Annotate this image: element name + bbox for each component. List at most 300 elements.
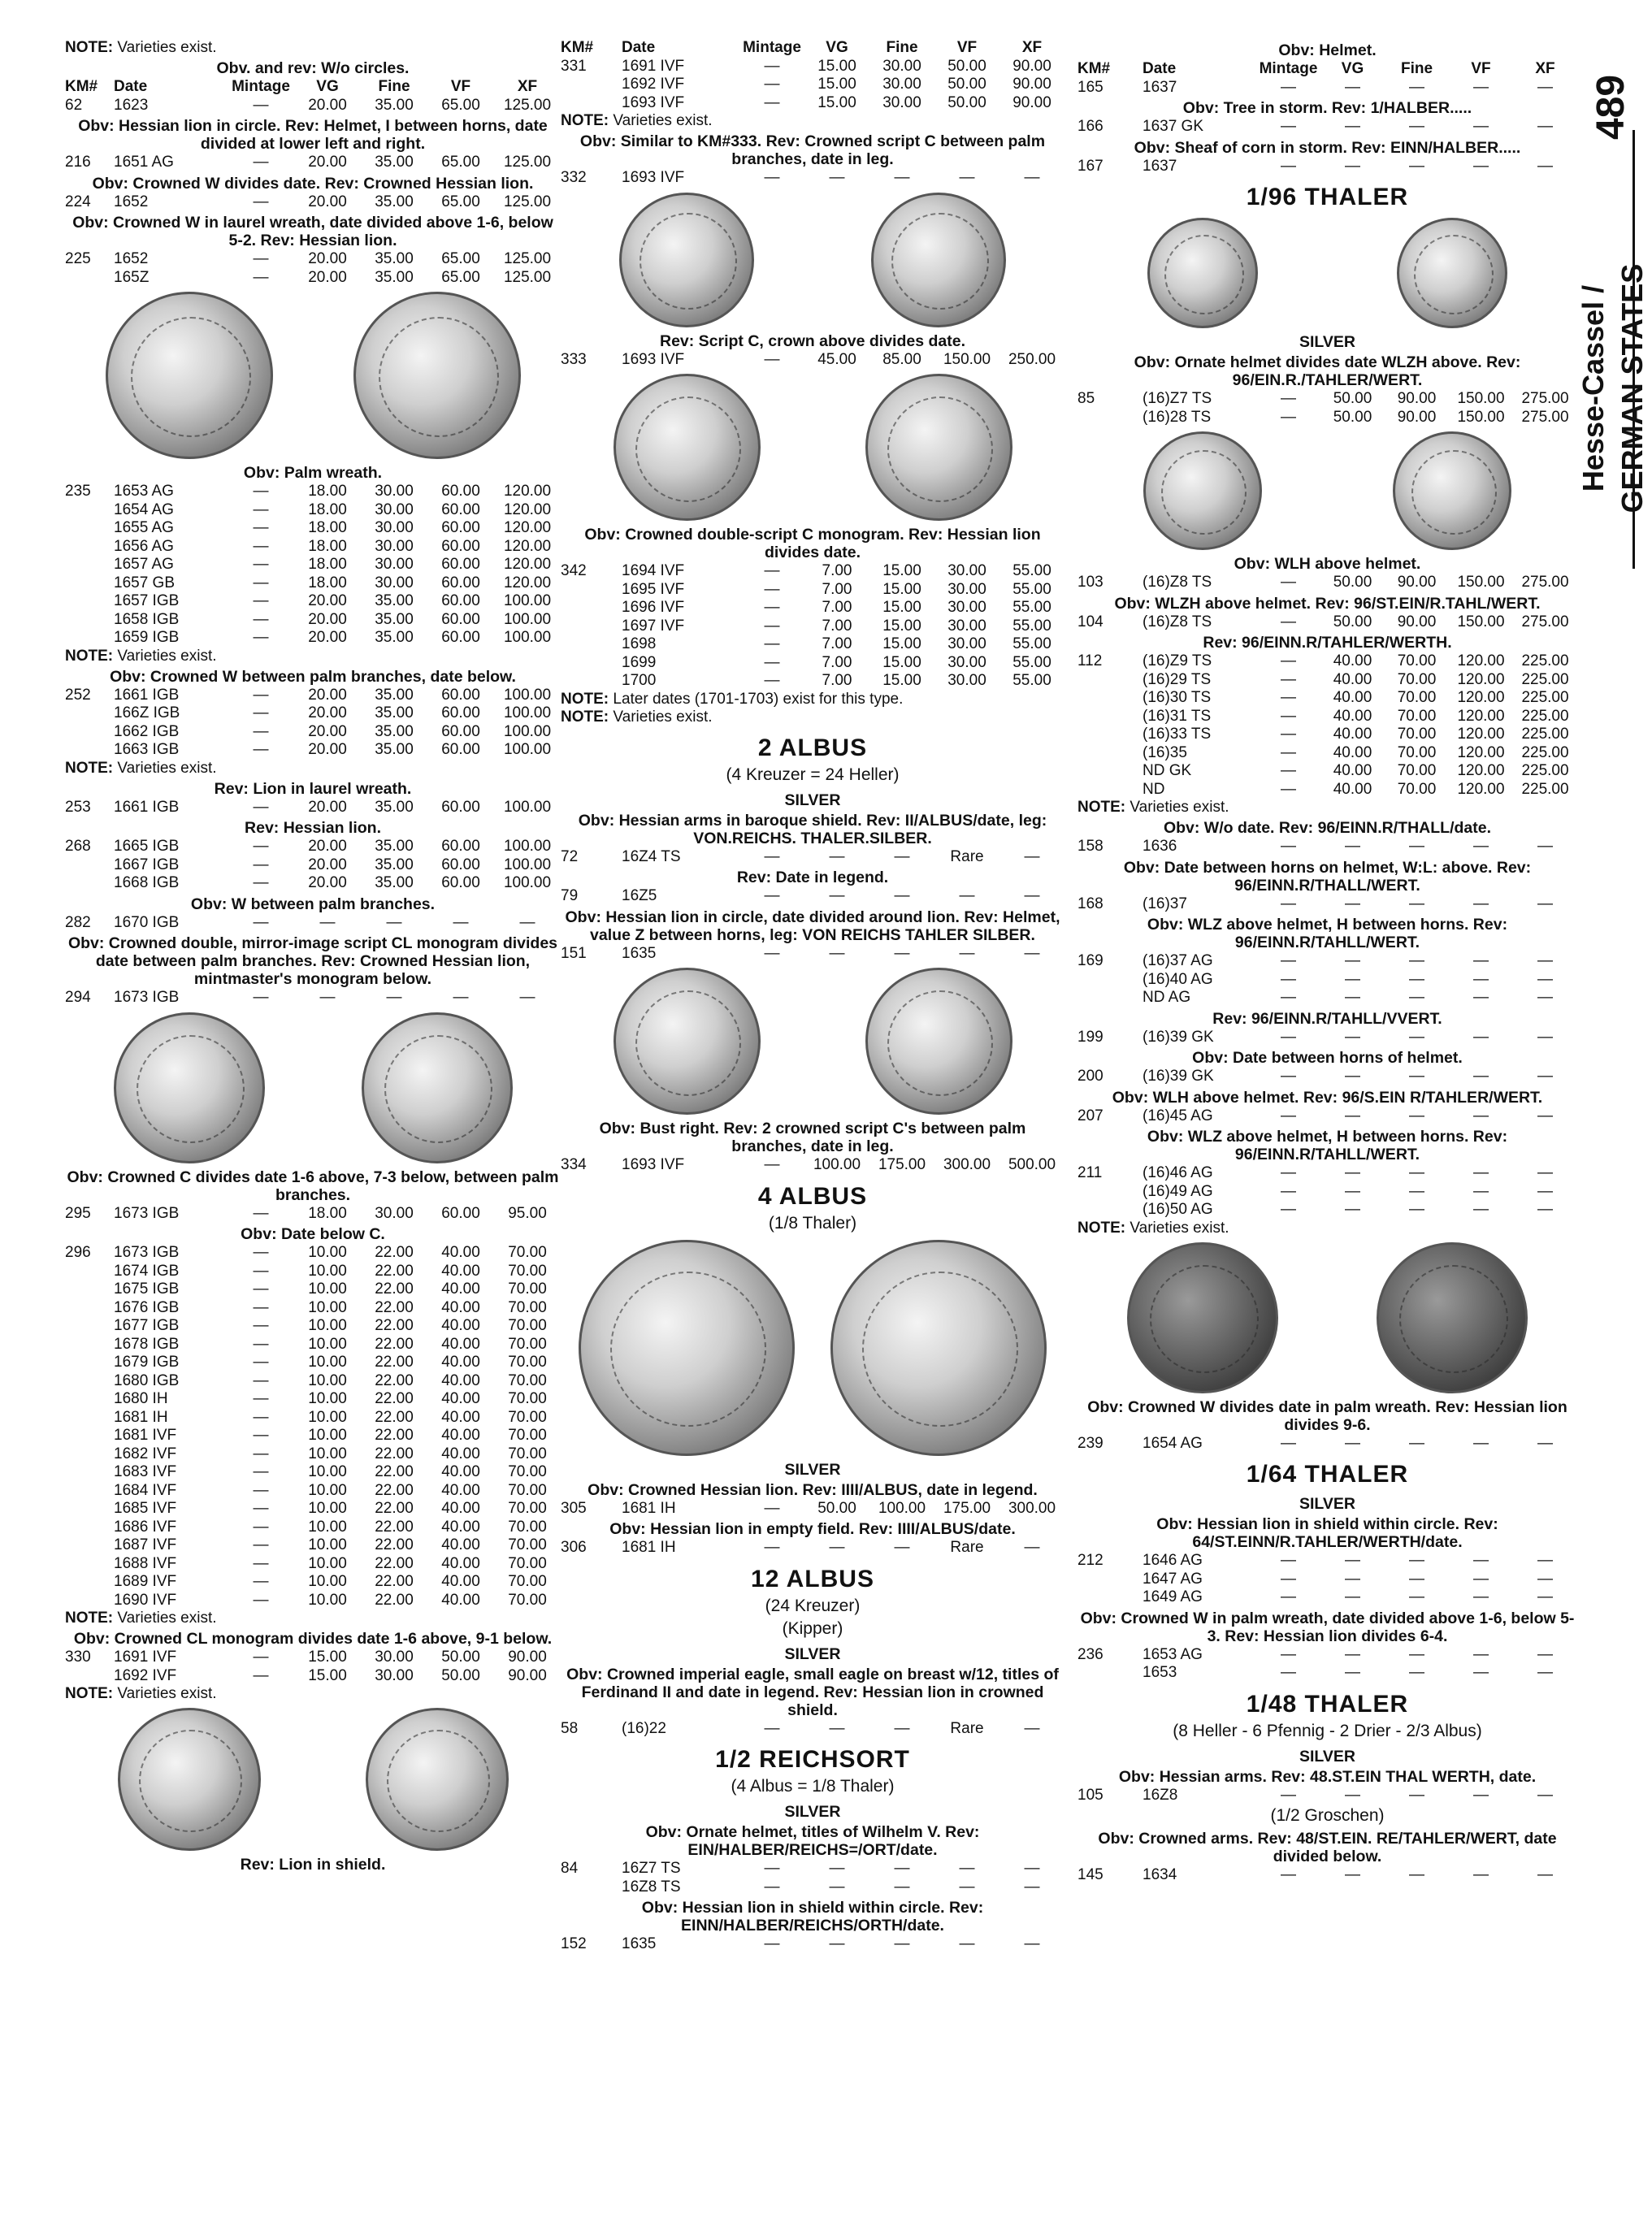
- note: NOTE: Varieties exist.: [1077, 1219, 1229, 1237]
- table-cell: [65, 1372, 114, 1391]
- table-cell: [561, 599, 622, 617]
- table-cell: —: [764, 350, 780, 368]
- table-header-row: [561, 39, 1064, 58]
- table-cell: —: [253, 1481, 269, 1499]
- table-cell: [65, 1482, 114, 1501]
- table-row: [65, 723, 561, 742]
- table-cell: 100.00: [503, 686, 552, 704]
- table-cell: [65, 723, 114, 742]
- table-cell: —: [253, 1317, 269, 1334]
- table-cell: —: [253, 1666, 269, 1684]
- table-cell: 1688 IVF: [114, 1554, 177, 1572]
- table-cell: —: [764, 653, 780, 671]
- table-cell: —: [1473, 118, 1489, 135]
- table-cell: 1658 IGB: [114, 610, 180, 628]
- table-cell: 120.00: [503, 556, 552, 573]
- table-cell: 10.00: [308, 1354, 347, 1371]
- table-cell: —: [959, 1935, 975, 1952]
- table-row: [65, 483, 561, 501]
- table-cell: 300.00: [943, 1156, 991, 1173]
- table-cell: 150.00: [1457, 408, 1505, 426]
- table-cell: 1661 IGB: [114, 686, 180, 704]
- table-row: [65, 1354, 561, 1372]
- table-cell: [65, 556, 114, 574]
- column-header: Fine: [1400, 60, 1433, 77]
- column-header: VG: [316, 78, 339, 95]
- table-cell: —: [1537, 838, 1553, 855]
- table-cell: 15.00: [882, 672, 921, 689]
- table-cell: —: [894, 1935, 910, 1952]
- table-cell: —: [764, 562, 780, 579]
- table-cell: —: [253, 1280, 269, 1298]
- table-cell: —: [1345, 989, 1360, 1006]
- table-cell: [65, 1263, 114, 1281]
- section-title: Obv: Tree in storm. Rev: 1/HALBER.....: [1182, 99, 1472, 117]
- table-cell: 175.00: [943, 1499, 991, 1517]
- table-cell: —: [253, 1298, 269, 1316]
- column-right: [1077, 39, 1577, 1885]
- table-cell: —: [829, 1719, 845, 1737]
- table-cell: 20.00: [308, 610, 347, 628]
- table-cell: —: [1281, 1182, 1296, 1200]
- table-cell: —: [1281, 652, 1296, 669]
- table-cell: —: [894, 1878, 910, 1896]
- table-cell: —: [1281, 574, 1296, 591]
- table-cell: —: [1281, 613, 1296, 630]
- price-table: [561, 1500, 1064, 1519]
- table-cell: —: [1473, 1866, 1489, 1883]
- section-title: Obv: Date below C.: [241, 1225, 385, 1243]
- table-cell: (16)Z8 TS: [1143, 613, 1212, 630]
- column-header: Date: [114, 78, 148, 95]
- table-cell: 40.00: [441, 1390, 480, 1407]
- table-cell: —: [1281, 1164, 1296, 1181]
- table-cell: —: [1473, 1201, 1489, 1218]
- table-cell: [65, 1409, 114, 1428]
- coin-reverse-image: [366, 1708, 509, 1851]
- note: NOTE: Varieties exist.: [65, 1685, 217, 1702]
- table-cell: 100.00: [813, 1156, 861, 1173]
- table-cell: —: [764, 847, 780, 865]
- table-row: [1077, 762, 1577, 781]
- table-cell: 1651 AG: [114, 154, 174, 171]
- table-cell: 90.00: [508, 1649, 547, 1666]
- table-cell: —: [1537, 989, 1553, 1006]
- table-cell: 40.00: [441, 1371, 480, 1389]
- table-row: [65, 687, 561, 705]
- table-cell: 40.00: [441, 1445, 480, 1462]
- table-cell: [65, 1354, 114, 1372]
- table-cell: 1662 IGB: [114, 722, 180, 740]
- table-cell: 1693 IVF: [622, 169, 685, 186]
- table-cell: —: [253, 519, 269, 536]
- table-row: [65, 538, 561, 557]
- table-cell: —: [1473, 157, 1489, 175]
- table-cell: 120.00: [1457, 726, 1505, 743]
- table-cell: —: [253, 1390, 269, 1407]
- coin-obverse-image: [114, 1012, 265, 1163]
- table-cell: 207: [1077, 1107, 1104, 1124]
- table-cell: 15.00: [817, 76, 856, 93]
- table-cell: 1647 AG: [1143, 1570, 1203, 1588]
- table-cell: [65, 1573, 114, 1592]
- table-cell: 60.00: [441, 556, 480, 573]
- table-cell: 20.00: [308, 193, 347, 210]
- table-cell: 1636: [1143, 838, 1177, 855]
- table-cell: —: [1473, 970, 1489, 988]
- table-cell: —: [1281, 743, 1296, 761]
- table-cell: —: [1473, 1786, 1489, 1804]
- table-cell: 15.00: [882, 580, 921, 598]
- table-cell: 62: [65, 96, 83, 114]
- table-row: [65, 1205, 561, 1224]
- table-cell: 40.00: [441, 1354, 480, 1371]
- table-cell: 60.00: [441, 874, 480, 891]
- table-cell: (16)Z8 TS: [1143, 574, 1212, 591]
- table-cell: 55.00: [1012, 635, 1051, 652]
- table-row: [1077, 118, 1577, 136]
- table-cell: —: [1473, 1182, 1489, 1200]
- table-cell: —: [764, 1539, 780, 1556]
- table-row: [561, 1156, 1064, 1175]
- coin-image-pair: [1077, 218, 1577, 328]
- table-cell: 7.00: [822, 653, 852, 671]
- table-cell: 40.00: [441, 1408, 480, 1426]
- table-cell: 104: [1077, 613, 1104, 630]
- table-cell: —: [1473, 1645, 1489, 1663]
- table-cell: 35.00: [375, 838, 414, 855]
- table-cell: 20.00: [308, 874, 347, 891]
- table-cell: 22.00: [375, 1244, 414, 1261]
- table-row: [65, 1336, 561, 1354]
- table-cell: [1077, 1664, 1143, 1683]
- table-cell: 10.00: [308, 1371, 347, 1389]
- table-cell: 30.00: [882, 57, 921, 75]
- coin-reverse-image: [1377, 1242, 1528, 1393]
- table-cell: —: [1473, 1664, 1489, 1681]
- table-cell: 70.00: [1397, 707, 1437, 725]
- section-title: Obv: Hessian lion in circle, date divided around lion. Rev: Helmet, value Z between horns, leg: VON REICHS TAHLER SILBER.: [565, 908, 1060, 944]
- table-cell: [65, 1336, 114, 1354]
- table-row: [65, 1573, 561, 1592]
- table-cell: 30.00: [375, 1204, 414, 1222]
- table-cell: 150.00: [943, 350, 991, 368]
- table-cell: 50.00: [441, 1649, 480, 1666]
- table-row: [561, 1935, 1064, 1954]
- table-row: [65, 989, 561, 1007]
- table-cell: 167: [1077, 157, 1104, 175]
- table-row: [561, 599, 1064, 617]
- table-cell: 40.00: [1333, 726, 1372, 743]
- table-cell: 60.00: [441, 838, 480, 855]
- table-cell: 35.00: [375, 268, 414, 286]
- table-cell: 225.00: [1521, 780, 1569, 798]
- table-cell: 1663 IGB: [114, 741, 180, 758]
- table-cell: 1637 GK: [1143, 118, 1203, 135]
- table-row: [65, 1299, 561, 1318]
- table-cell: (16)50 AG: [1143, 1201, 1213, 1218]
- table-cell: —: [1345, 118, 1360, 135]
- table-row: [1077, 409, 1577, 427]
- section-title: Obv. and rev: W/o circles.: [216, 59, 410, 77]
- table-cell: [65, 1463, 114, 1482]
- section-title: Obv: Date between horns of helmet.: [1192, 1049, 1463, 1067]
- coin-image-pair: [65, 1012, 561, 1163]
- table-cell: 342: [561, 562, 587, 579]
- table-cell: —: [829, 169, 845, 186]
- table-cell: —: [1345, 157, 1360, 175]
- table-cell: 35.00: [375, 629, 414, 646]
- price-table: [561, 351, 1064, 370]
- table-cell: —: [253, 500, 269, 518]
- table-cell: —: [253, 1463, 269, 1480]
- denomination-subtitle: (8 Heller - 6 Pfennig - 2 Drier - 2/3 Albus): [1173, 1721, 1482, 1740]
- table-cell: 40.00: [1333, 743, 1372, 761]
- table-cell: 35.00: [375, 686, 414, 704]
- table-cell: 165Z: [114, 268, 150, 286]
- table-cell: —: [1281, 989, 1296, 1006]
- table-cell: —: [764, 76, 780, 93]
- denomination-subtitle: (24 Kreuzer): [765, 1596, 861, 1615]
- table-cell: 1693 IVF: [622, 1156, 685, 1173]
- price-table: [1077, 574, 1577, 592]
- table-cell: —: [764, 57, 780, 75]
- table-cell: —: [1024, 847, 1040, 865]
- table-cell: 30.00: [947, 562, 986, 579]
- table-cell: 1698: [622, 635, 657, 652]
- table-row: [65, 1592, 561, 1610]
- table-cell: 60.00: [441, 856, 480, 873]
- column-header: Mintage: [232, 78, 290, 95]
- table-cell: 60.00: [441, 519, 480, 536]
- running-header: [1576, 32, 1649, 552]
- table-cell: 70.00: [508, 1427, 547, 1444]
- section-title: Obv: Crowned C divides date 1-6 above, 7-3 below, between palm branches.: [67, 1168, 559, 1204]
- section-title: Obv: Hessian lion in shield within circle. Rev: EINN/HALBER/REICHS/ORTH/date.: [641, 1899, 984, 1935]
- table-row: [65, 1555, 561, 1574]
- table-cell: 1657 GB: [114, 574, 175, 591]
- table-cell: 1685 IVF: [114, 1500, 177, 1517]
- table-cell: 90.00: [1012, 76, 1051, 93]
- table-cell: —: [764, 1156, 780, 1173]
- table-cell: 18.00: [308, 483, 347, 500]
- table-cell: —: [1281, 1107, 1296, 1124]
- coin-obverse-image: [1147, 218, 1258, 328]
- table-cell: —: [253, 1262, 269, 1280]
- table-cell: 253: [65, 798, 91, 816]
- table-cell: 7.00: [822, 617, 852, 635]
- note: NOTE: Varieties exist.: [65, 1610, 217, 1627]
- table-cell: —: [1281, 390, 1296, 407]
- table-cell: 40.00: [1333, 780, 1372, 798]
- coin-obverse-image: [118, 1708, 261, 1851]
- price-table: [1077, 652, 1577, 799]
- price-table: [65, 97, 561, 115]
- table-cell: 70.00: [508, 1481, 547, 1499]
- table-cell: 90.00: [1012, 93, 1051, 111]
- table-cell: 95.00: [508, 1204, 547, 1222]
- table-cell: —: [253, 1518, 269, 1536]
- table-cell: —: [1281, 1645, 1296, 1663]
- table-cell: 199: [1077, 1028, 1104, 1046]
- table-cell: 306: [561, 1539, 587, 1556]
- table-cell: 22.00: [375, 1427, 414, 1444]
- table-cell: 120.00: [1457, 762, 1505, 779]
- table-row: [65, 741, 561, 760]
- table-cell: [1077, 744, 1143, 763]
- table-cell: [561, 581, 622, 600]
- table-cell: [65, 1592, 114, 1610]
- table-cell: —: [1024, 887, 1040, 904]
- table-cell: 225.00: [1521, 707, 1569, 725]
- section-title: Obv: Crowned W divides date in palm wreath. Rev: Hessian lion divides 9-6.: [1087, 1397, 1567, 1434]
- table-cell: 40.00: [441, 1427, 480, 1444]
- table-cell: (16)40 AG: [1143, 970, 1213, 988]
- table-cell: 1674 IGB: [114, 1262, 180, 1280]
- table-row: [561, 94, 1064, 113]
- table-cell: 10.00: [308, 1317, 347, 1334]
- table-cell: (16)30 TS: [1143, 689, 1212, 706]
- table-cell: 112: [1077, 652, 1103, 669]
- table-cell: —: [1537, 1588, 1553, 1605]
- price-table: [1077, 1107, 1577, 1126]
- table-row: [65, 1536, 561, 1555]
- table-cell: 22.00: [375, 1591, 414, 1609]
- table-cell: 35.00: [375, 722, 414, 740]
- table-cell: [1077, 1571, 1143, 1589]
- table-cell: 305: [561, 1499, 587, 1517]
- page-number: 489: [1589, 74, 1632, 141]
- denomination-subtitle: (1/8 Thaler): [768, 1213, 857, 1233]
- price-table: [1077, 79, 1577, 97]
- table-cell: 70.00: [1397, 726, 1437, 743]
- table-cell: 70.00: [508, 1591, 547, 1609]
- table-cell: (16)31 TS: [1143, 707, 1212, 725]
- section-title: Obv: Sheaf of corn in storm. Rev: EINN/HALBER.....: [1134, 138, 1521, 157]
- table-cell: [65, 704, 114, 723]
- table-row: [65, 250, 561, 269]
- table-cell: [561, 1878, 622, 1897]
- table-cell: 70.00: [508, 1354, 547, 1371]
- table-cell: 1637: [1143, 78, 1177, 96]
- table-cell: 1683 IVF: [114, 1463, 177, 1480]
- table-header-row: [1077, 60, 1577, 79]
- metal-label: SILVER: [784, 1460, 841, 1479]
- table-cell: 35.00: [375, 250, 414, 267]
- table-cell: 120.00: [1457, 689, 1505, 706]
- table-cell: 1670 IGB: [114, 913, 180, 931]
- table-cell: 70.00: [1397, 780, 1437, 798]
- table-cell: 30.00: [375, 1649, 414, 1666]
- table-cell: —: [253, 722, 269, 740]
- table-cell: 50.00: [947, 93, 986, 111]
- table-row: [65, 154, 561, 172]
- table-cell: 120.00: [1457, 652, 1505, 669]
- table-row: [65, 501, 561, 520]
- table-cell: 10.00: [308, 1390, 347, 1407]
- table-cell: 18.00: [308, 574, 347, 591]
- table-cell: 85: [1077, 390, 1095, 407]
- table-cell: —: [764, 580, 780, 598]
- table-row: [1077, 79, 1577, 97]
- table-cell: —: [1345, 1182, 1360, 1200]
- table-cell: —: [253, 1536, 269, 1553]
- table-cell: —: [1345, 1645, 1360, 1663]
- table-cell: —: [253, 1649, 269, 1666]
- running-title: Hesse-Cassel / GERMAN STATES: [1576, 263, 1649, 513]
- table-cell: —: [253, 741, 269, 758]
- table-cell: 16Z8 TS: [622, 1878, 681, 1896]
- table-cell: 20.00: [308, 154, 347, 171]
- table-cell: —: [1345, 1107, 1360, 1124]
- section-title: Obv: Date between horns on helmet, W:L: above. Rev: 96/EINN.R/THALL/WERT.: [1123, 858, 1532, 895]
- section-title: Obv: Crowned double-script C monogram. Rev: Hessian lion divides date.: [584, 526, 1041, 561]
- table-cell: 20.00: [308, 838, 347, 855]
- table-cell: 50.00: [947, 57, 986, 75]
- table-cell: 225.00: [1521, 762, 1569, 779]
- table-cell: 1691 IVF: [114, 1649, 177, 1666]
- table-cell: 1649 AG: [1143, 1588, 1203, 1605]
- table-row: [65, 1482, 561, 1501]
- table-cell: 50.00: [817, 1499, 856, 1517]
- table-row: [65, 1372, 561, 1391]
- table-cell: 10.00: [308, 1554, 347, 1572]
- table-cell: 60.00: [441, 1204, 480, 1222]
- table-cell: —: [1537, 1786, 1553, 1804]
- table-cell: —: [764, 635, 780, 652]
- table-cell: —: [764, 944, 780, 962]
- table-cell: 225: [65, 250, 91, 267]
- table-cell: 70.00: [508, 1463, 547, 1480]
- table-cell: 1657 AG: [114, 556, 174, 573]
- section-title: Obv: Bust right. Rev: 2 crowned script C's between palm branches, date in leg.: [599, 1120, 1026, 1155]
- column-header: KM#: [65, 78, 98, 95]
- table-cell: —: [1537, 1068, 1553, 1085]
- table-cell: [561, 654, 622, 673]
- table-cell: 30.00: [375, 519, 414, 536]
- table-cell: 15.00: [882, 562, 921, 579]
- table-cell: 330: [65, 1649, 91, 1666]
- table-cell: 10.00: [308, 1244, 347, 1261]
- table-cell: 40.00: [1333, 670, 1372, 688]
- table-cell: (16)45 AG: [1143, 1107, 1213, 1124]
- table-cell: [65, 629, 114, 648]
- section-title: Obv: Palm wreath.: [243, 464, 383, 482]
- table-row: [561, 1539, 1064, 1558]
- table-row: [65, 1463, 561, 1482]
- table-cell: —: [1409, 1434, 1424, 1452]
- table-cell: 1656 AG: [114, 537, 174, 555]
- table-cell: 1692 IVF: [622, 76, 685, 93]
- table-row: [1077, 781, 1577, 799]
- table-cell: Rare: [950, 1719, 984, 1737]
- table-cell: 22.00: [375, 1481, 414, 1499]
- table-cell: 1695 IVF: [622, 580, 685, 598]
- price-table: [65, 193, 561, 212]
- table-cell: 35.00: [375, 154, 414, 171]
- table-cell: 70.00: [508, 1536, 547, 1553]
- table-cell: 40.00: [441, 1500, 480, 1517]
- table-row: [65, 838, 561, 856]
- table-row: [1077, 1107, 1577, 1126]
- table-row: [65, 704, 561, 723]
- table-cell: 60.00: [441, 537, 480, 555]
- table-cell: —: [1345, 1786, 1360, 1804]
- table-cell: 300.00: [1008, 1499, 1056, 1517]
- table-cell: 60.00: [441, 610, 480, 628]
- table-cell: 22.00: [375, 1554, 414, 1572]
- table-cell: 70.00: [508, 1500, 547, 1517]
